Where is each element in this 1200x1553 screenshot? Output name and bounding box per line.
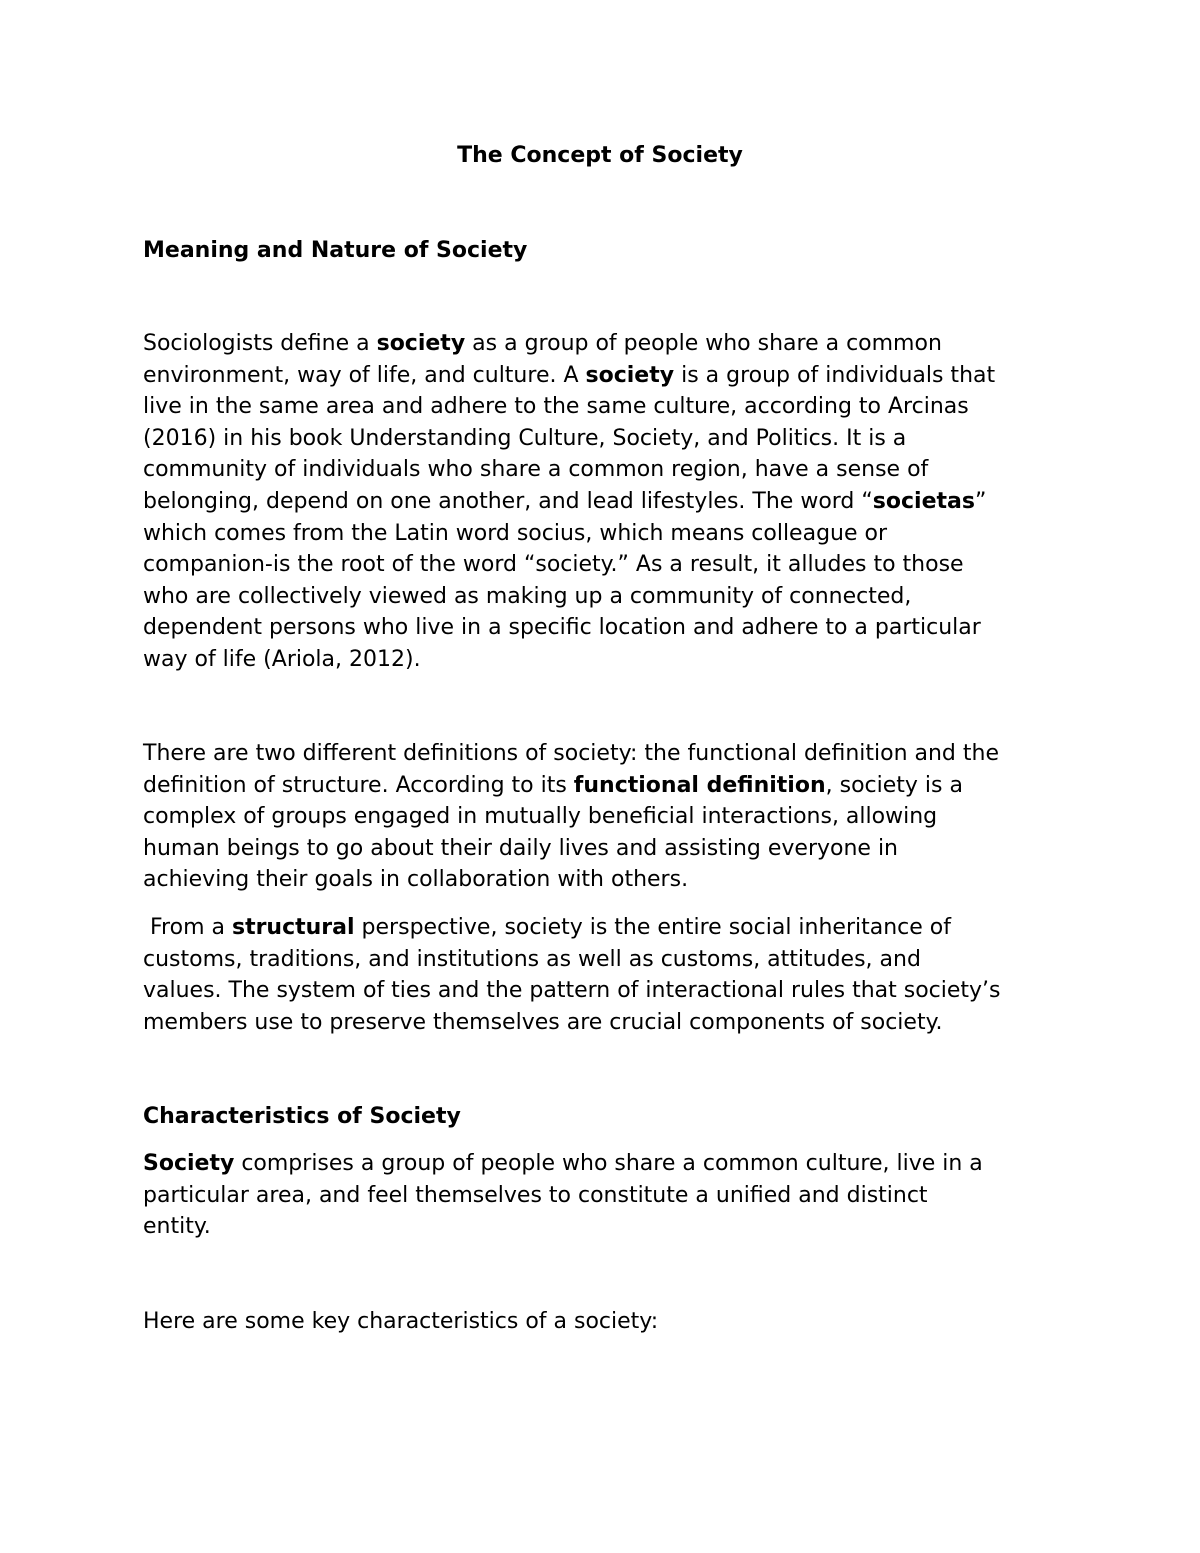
text-line: live in the same area and adhere to the same culture, according to Arcinas — [143, 394, 969, 420]
text-line: human beings to go about their daily lives and assisting everyone in — [143, 835, 898, 861]
paragraph-society-comprises — [143, 1148, 1073, 1243]
section-heading-meaning: Meaning and Nature of Society — [143, 238, 528, 263]
text-line: achieving their goals in collaboration with others. — [143, 867, 689, 893]
text-line: environment, way of life, and culture. A society is a group of individuals that — [143, 362, 996, 388]
section-heading-characteristics: Characteristics of Society — [143, 1104, 461, 1129]
text-line: values. The system of ties and the pattern of interactional rules that society’s — [143, 978, 1001, 1004]
paragraph-key-characteristics-intro: Here are some key characteristics of a society: — [143, 1309, 659, 1334]
text-line: Sociologists define a society as a group of people who share a common — [143, 331, 942, 356]
bold-term: society — [376, 331, 466, 356]
text-line: companion-is the root of the word “society.” As a result, it alludes to those — [143, 552, 964, 578]
paragraph-definitions — [143, 738, 1073, 896]
text-line: members use to preserve themselves are crucial components of society. — [143, 1009, 943, 1035]
paragraph-meaning — [143, 328, 1073, 676]
paragraph-structural — [143, 912, 1073, 1038]
bold-term: functional definition — [573, 772, 826, 798]
text-line: complex of groups engaged in mutually beneficial interactions, allowing — [143, 804, 938, 830]
text-line: definition of structure. According to its functional definition, society is a — [143, 772, 963, 798]
text-line: From a structural perspective, society is the entire social inheritance of — [143, 915, 952, 940]
text-line: dependent persons who live in a specific location and adhere to a particular — [143, 615, 981, 641]
text-line: particular area, and feel themselves to constitute a unified and distinct — [143, 1182, 928, 1208]
document-title: The Concept of Society — [457, 143, 743, 168]
text-line: customs, traditions, and institutions as well as customs, attitudes, and — [143, 946, 921, 972]
text-line: entity. — [143, 1214, 211, 1240]
bold-term: society — [585, 362, 675, 388]
bold-term: structural — [231, 915, 355, 940]
text-line: Society comprises a group of people who share a common culture, live in a — [143, 1151, 983, 1176]
text-line: which comes from the Latin word socius, which means colleague or — [143, 520, 888, 546]
text-line: (2016) in his book Understanding Culture, Society, and Politics. It is a — [143, 425, 907, 451]
text-line: community of individuals who share a common region, have a sense of — [143, 457, 929, 483]
text-line: belonging, depend on one another, and lead lifestyles. The word “societas” — [143, 488, 987, 514]
text-line: who are collectively viewed as making up a community of connected, — [143, 583, 912, 609]
text-line: way of life (Ariola, 2012). — [143, 646, 421, 672]
bold-term: societas — [872, 488, 975, 514]
text-line: There are two different definitions of society: the functional definition and the — [143, 741, 999, 766]
bold-term: Society — [143, 1151, 235, 1176]
